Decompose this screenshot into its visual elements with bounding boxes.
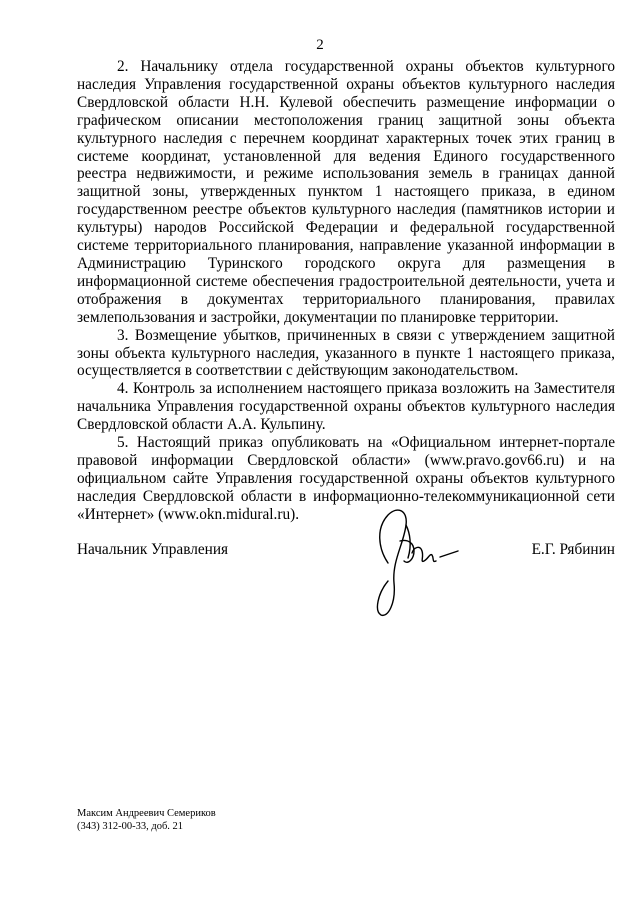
paragraph-5: 5. Настоящий приказ опубликовать на «Официальном интернет-портале правовой информации Свердловской области» (www.pravo.gov66.ru) и на официальном сайте Управления государственной охраны объектов культурного наследия Свердловской области в информационно-телекоммуникационной сети «Интернет» (www.okn.midural.ru). (77, 434, 615, 523)
signatory-name: Е.Г. Рябинин (531, 541, 615, 558)
executor-name: Максим Андреевич Семериков (77, 808, 216, 819)
signatory-title: Начальник Управления (77, 541, 229, 558)
signature-block (77, 541, 615, 561)
executor-phone: (343) 312-00-33, доб. 21 (77, 821, 184, 832)
document-body (77, 58, 615, 524)
executor-info (77, 807, 216, 833)
paragraph-3: 3. Возмещение убытков, причиненных в связи с утверждением защитной зоны объекта культурного наследия, указанного в пункте 1 настоящего приказа, осуществляется в соответствии с действующим законодательством. (77, 326, 615, 380)
paragraph-4: 4. Контроль за исполнением настоящего приказа возложить на Заместителя начальника Управления государственной охраны объектов культурного наследия Свердловской области А.А. Кульпину. (77, 380, 615, 434)
paragraph-2: 2. Начальнику отдела государственной охраны объектов культурного наследия Управления государственной охраны объектов культурного наследия Свердловской области Н.Н. Кулевой обеспечить размещение информации о графическом описании местоположения границ защитной зоны объекта культурного наследия с перечнем координат характерных точек этих границ в системе координат, установленной для ведения Единого государственного реестра недвижимости, и режиме использования земель в границах данной защитной зоны, утвержденных пунктом 1 настоящего приказа, в едином государственном реестре объектов культурного наследия (памятников истории и культуры) народов Российской Федерации и федеральной государственной системе территориального планирования, направление указанной информации в Администрацию Туринского городского округа для размещения в информационной системе обеспечения градостроительной деятельности, учета и отображения в документах территориального планирования, правилах землепользования и застройки, документации по планировке территории. (77, 58, 615, 326)
handwritten-signature-icon (348, 503, 478, 623)
page-number: 2 (316, 37, 324, 53)
